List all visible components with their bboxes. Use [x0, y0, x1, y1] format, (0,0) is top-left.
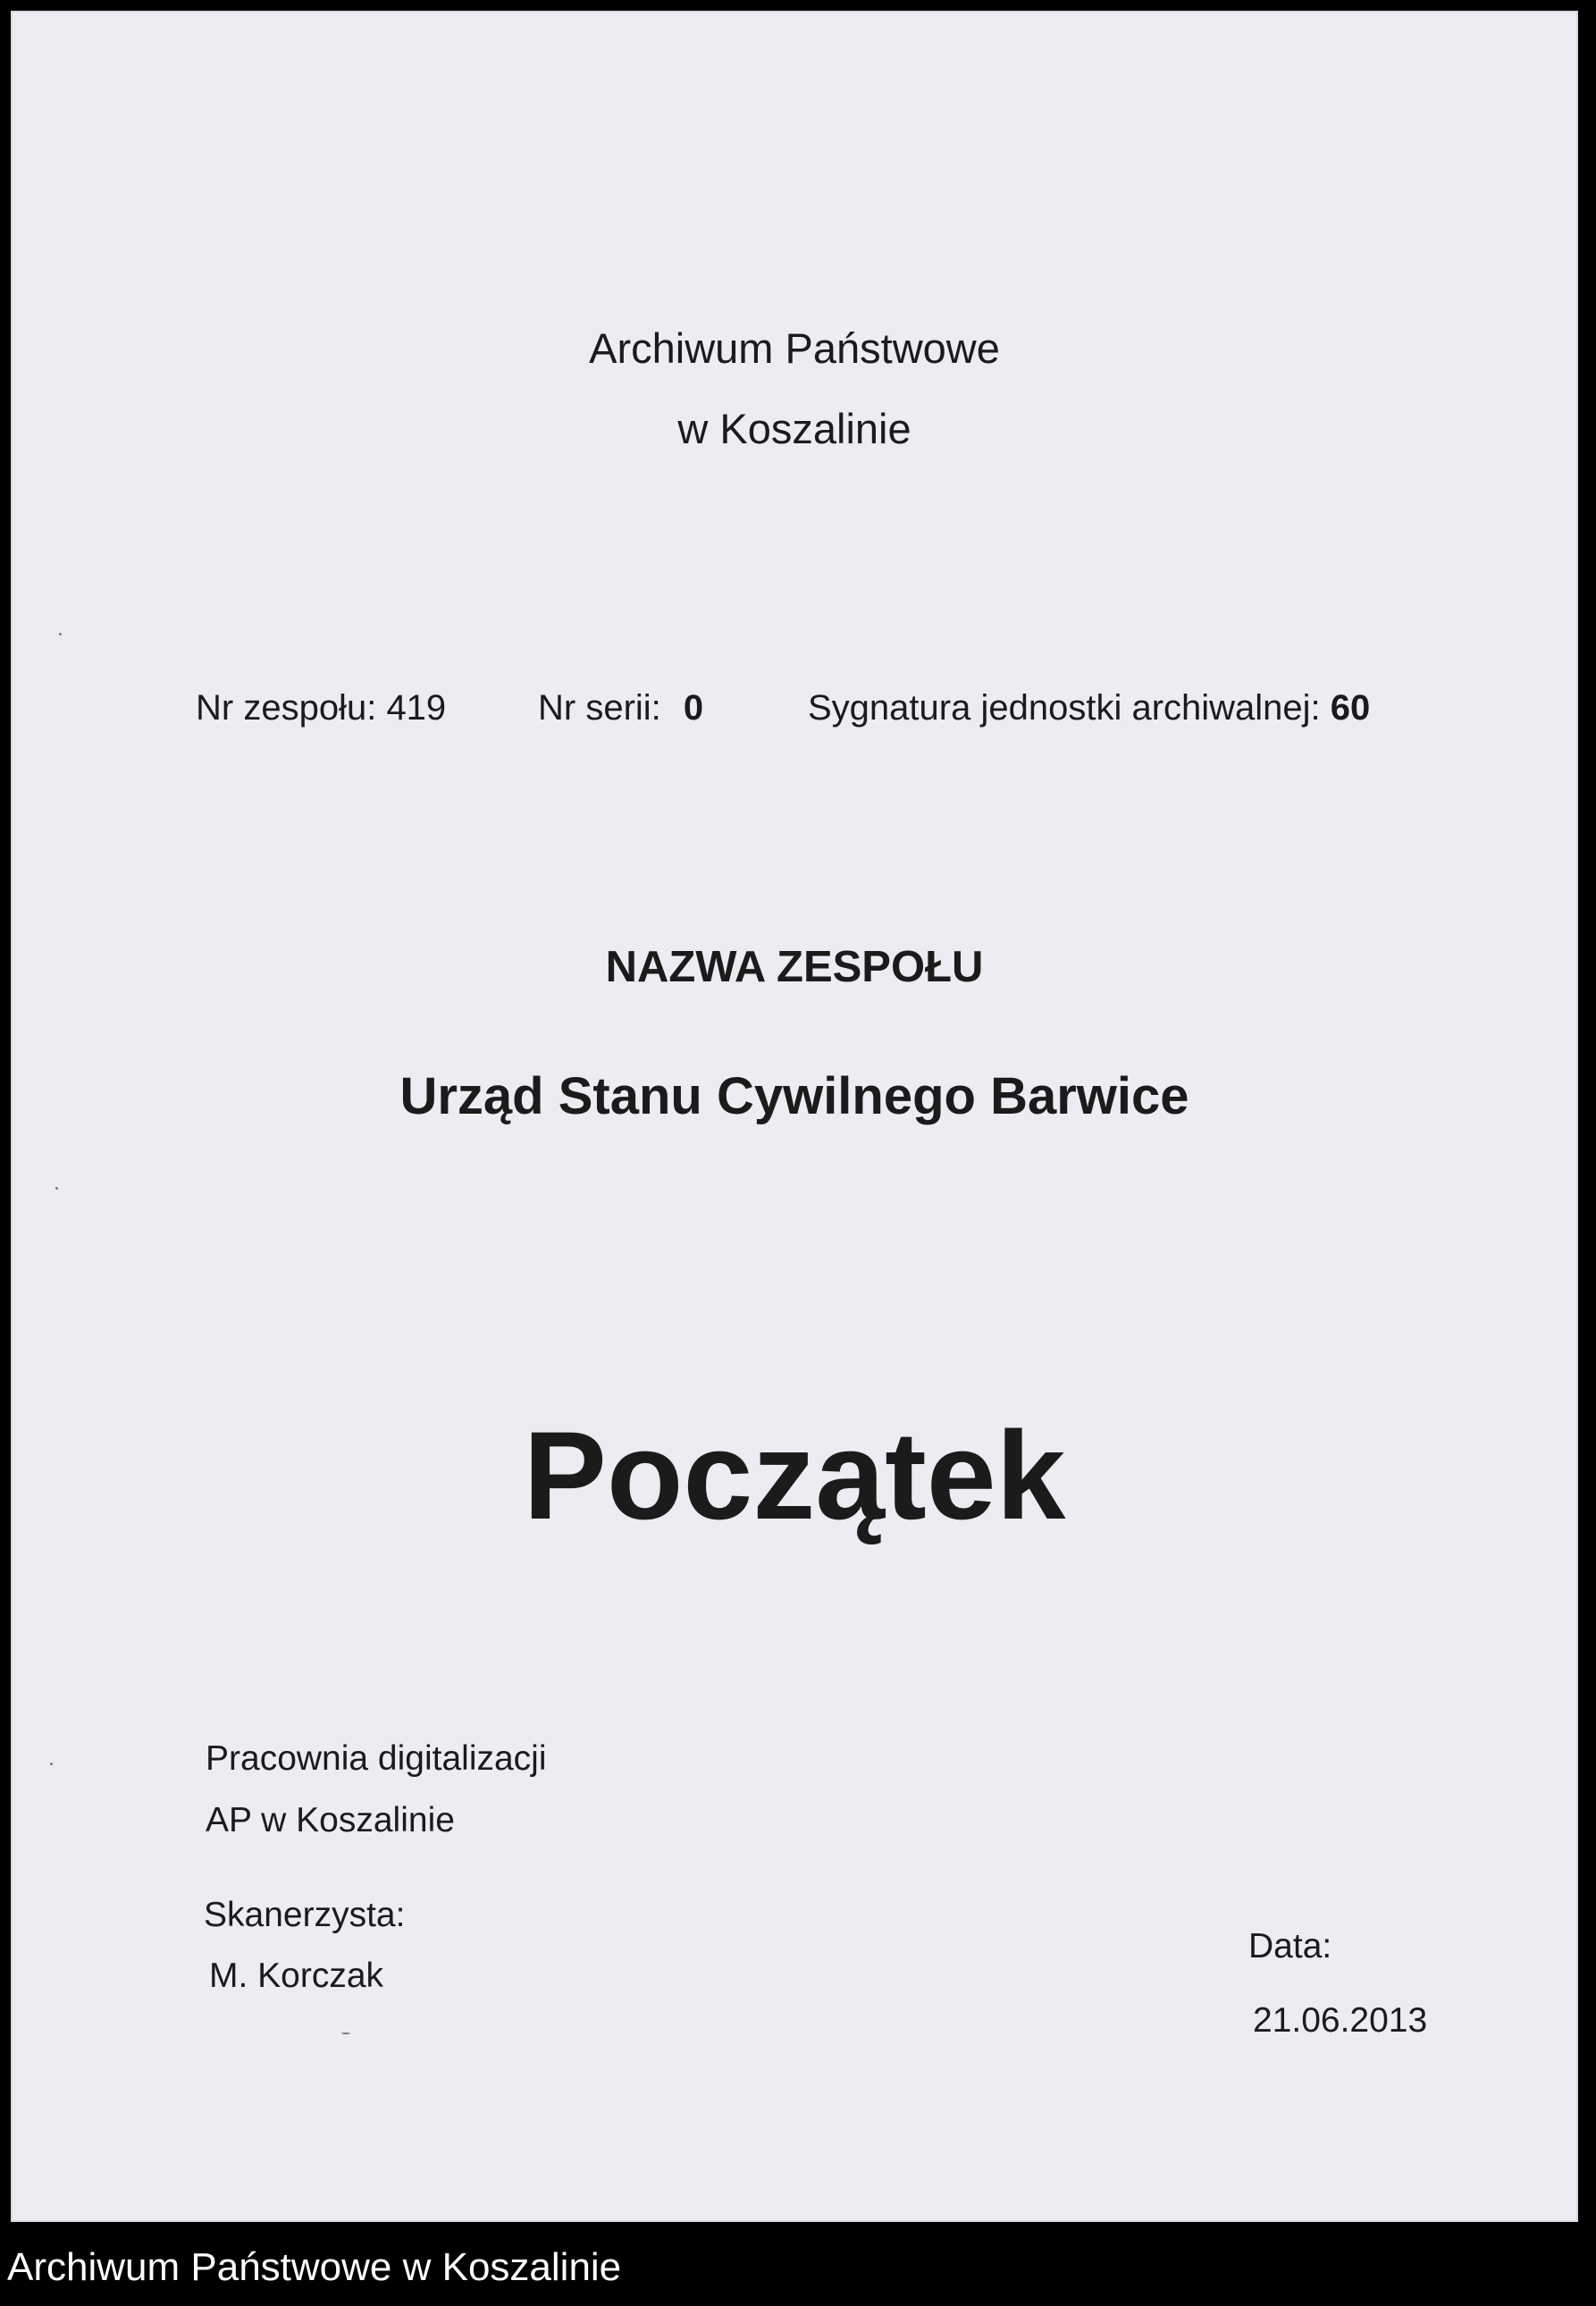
caption-bar: [0, 2234, 1596, 2306]
date-value: 21.06.2013: [1253, 2001, 1428, 2040]
archive-name-line2: w Koszalinie: [677, 405, 911, 452]
date-label: Data:: [1248, 1927, 1332, 1965]
paper-speck: [55, 1187, 58, 1190]
document-page: [11, 11, 1578, 2222]
workshop-line1: Pracownia digitalizacji: [206, 1739, 547, 1778]
fonds-number-value: 419: [386, 688, 447, 728]
start-marker: Początek: [523, 1405, 1066, 1545]
archive-name-line1: Archiwum Państwowe: [589, 324, 1000, 372]
paper-speck: [50, 1763, 53, 1765]
fonds-number-label: Nr zespołu:: [196, 688, 377, 728]
series-number-label: Nr serii:: [538, 688, 661, 728]
archival-signature-label: Sygnatura jednostki archiwalnej:: [808, 688, 1321, 728]
fonds-number: [196, 688, 446, 728]
series-number-value: 0: [683, 688, 704, 728]
paper-speck: [59, 633, 62, 635]
fonds-name-label: NAZWA ZESPOŁU: [605, 943, 984, 991]
scanner-label: Skanerzysta:: [204, 1896, 406, 1934]
archival-signature-value: 60: [1330, 688, 1371, 728]
workshop-line2: AP w Koszalinie: [206, 1801, 455, 1839]
series-number: [538, 688, 703, 728]
scanner-name: M. Korczak: [209, 1957, 384, 1995]
archival-signature: [808, 688, 1370, 728]
archive-caption: Archiwum Państwowe w Koszalinie: [7, 2245, 622, 2289]
paper-speck: [341, 2032, 350, 2034]
fonds-name: Urząd Stanu Cywilnego Barwice: [399, 1067, 1189, 1125]
